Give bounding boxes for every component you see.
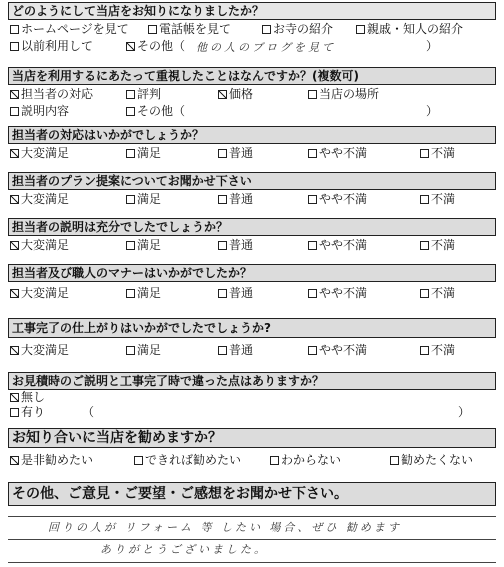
comment-line (8, 516, 496, 517)
q6-section (8, 264, 496, 300)
checkbox[interactable] (126, 195, 135, 204)
checkbox[interactable] (420, 195, 429, 204)
checkbox[interactable] (308, 149, 317, 158)
q6-option-neutral[interactable]: 普通 (218, 285, 253, 301)
q5-section (8, 218, 496, 254)
q2-row1 (8, 86, 496, 103)
q6-option-satisfied[interactable]: 満足 (126, 285, 161, 301)
q4-option-neutral[interactable]: 普通 (218, 191, 253, 207)
q3-section (8, 126, 496, 162)
checkbox[interactable] (308, 90, 317, 99)
checkbox[interactable] (218, 346, 227, 355)
q3-option-satisfied[interactable]: 満足 (126, 145, 161, 161)
checkbox-checked[interactable] (10, 346, 19, 355)
q10-title: その他、ご意見・ご要望・ご感想をお聞かせ下さい。 (8, 482, 496, 506)
q2-option-explanation[interactable]: 説明内容 (10, 103, 69, 119)
checkbox[interactable] (126, 346, 135, 355)
q7-section (8, 318, 496, 360)
q1-row2 (8, 38, 496, 55)
q5-title: 担当者の説明は充分でしたでしょうか？ (8, 218, 496, 236)
checkbox[interactable] (218, 241, 227, 250)
checkbox[interactable] (262, 25, 271, 34)
q3-option-neutral[interactable]: 普通 (218, 145, 253, 161)
checkbox[interactable] (356, 25, 365, 34)
checkbox[interactable] (218, 289, 227, 298)
q8-open-paren: （ (82, 405, 95, 419)
q2-option-location[interactable]: 当店の場所 (308, 86, 379, 102)
q10-section (8, 482, 496, 567)
q7-option-neutral[interactable]: 普通 (218, 342, 253, 358)
q1-title: どのようにして当店をお知りになりましたか？ (8, 2, 496, 20)
q9-section (8, 428, 496, 470)
q10-comment-line2[interactable]: ありがとうございました。 (100, 543, 268, 556)
q8-title: お見積時のご説明と工事完了時で違った点はありますか？ (8, 372, 496, 390)
q4-title: 担当者のプラン提案についてお聞かせ下さい (8, 172, 496, 190)
q7-option-dissatisfied[interactable]: 不満 (420, 342, 455, 358)
q7-option-very-satisfied[interactable]: 大変満足 (10, 342, 69, 358)
q8-option-none[interactable]: 無し (10, 389, 45, 405)
q3-option-very-satisfied[interactable]: 大変満足 (10, 145, 69, 161)
q5-option-satisfied[interactable]: 満足 (126, 237, 161, 253)
q5-option-very-satisfied[interactable]: 大変満足 (10, 237, 69, 253)
q9-option-if-possible[interactable]: できれば勧めたい (134, 452, 241, 468)
q6-title: 担当者及び職人のマナーはいかがでしたか？ (8, 264, 496, 282)
checkbox[interactable] (148, 25, 157, 34)
checkbox-checked[interactable] (126, 42, 135, 51)
q1-option-phonebook[interactable]: 電話帳を見て (148, 21, 231, 37)
checkbox[interactable] (126, 149, 135, 158)
q1-handwritten-answer: 他の人のブログを見て (196, 41, 336, 54)
q9-title: お知り合いに当店を勧めますか？ (8, 428, 496, 448)
q8-row-yes (8, 404, 496, 421)
q4-option-satisfied[interactable]: 満足 (126, 191, 161, 207)
q1-section (8, 2, 496, 54)
q10-comment-line1[interactable]: 回りの人が リフォーム 等 したい 場合、ぜひ 勧めます (48, 521, 402, 534)
q9-option-not-sure[interactable]: わからない (270, 452, 341, 468)
q4-option-dissatisfied[interactable]: 不満 (420, 191, 455, 207)
checkbox-checked[interactable] (10, 456, 19, 465)
checkbox[interactable] (10, 42, 19, 51)
q2-option-staff[interactable]: 担当者の対応 (10, 86, 93, 102)
q2-title: 当店を利用するにあたって重視したことはなんですか？(複数可) (8, 67, 496, 85)
q5-options (8, 237, 496, 254)
q1-option-temple[interactable]: お寺の紹介 (262, 21, 333, 37)
q1-option-homepage[interactable]: ホームページを見て (10, 21, 129, 37)
q5-option-slightly-dissatisfied[interactable]: やや不満 (308, 237, 367, 253)
q2-row2 (8, 103, 496, 120)
checkbox[interactable] (420, 346, 429, 355)
checkbox-checked[interactable] (10, 241, 19, 250)
checkbox[interactable] (218, 195, 227, 204)
q6-options (8, 285, 496, 302)
q6-option-dissatisfied[interactable]: 不満 (420, 285, 455, 301)
q8-option-yes[interactable]: 有り (10, 404, 45, 420)
checkbox[interactable] (270, 456, 279, 465)
checkbox[interactable] (126, 289, 135, 298)
q8-section (8, 372, 496, 420)
q5-option-neutral[interactable]: 普通 (218, 237, 253, 253)
q2-option-reputation[interactable]: 評判 (126, 86, 161, 102)
checkbox[interactable] (126, 241, 135, 250)
q3-option-slightly-dissatisfied[interactable]: やや不満 (308, 145, 367, 161)
checkbox-checked[interactable] (10, 393, 19, 402)
q1-option-relatives[interactable]: 親戚・知人の紹介 (356, 21, 463, 37)
checkbox[interactable] (420, 149, 429, 158)
comment-line (8, 562, 496, 563)
q1-close-paren: ） (426, 39, 439, 53)
q4-option-slightly-dissatisfied[interactable]: やや不満 (308, 191, 367, 207)
checkbox[interactable] (308, 195, 317, 204)
comment-line (8, 539, 496, 540)
checkbox-checked[interactable] (10, 195, 19, 204)
q1-row1 (8, 21, 496, 38)
checkbox-checked[interactable] (218, 90, 227, 99)
checkbox[interactable] (420, 289, 429, 298)
q6-option-slightly-dissatisfied[interactable]: やや不満 (308, 285, 367, 301)
checkbox-checked[interactable] (10, 90, 19, 99)
checkbox-checked[interactable] (10, 149, 19, 158)
checkbox[interactable] (134, 456, 143, 465)
q7-title: 工事完了の仕上がりはいかがでしたでしょうか? (8, 318, 496, 338)
checkbox[interactable] (390, 456, 399, 465)
q2-option-price[interactable]: 価格 (218, 86, 253, 102)
q9-option-would-not[interactable]: 勧めたくない (390, 452, 473, 468)
q7-option-slightly-dissatisfied[interactable]: やや不満 (308, 342, 367, 358)
checkbox[interactable] (10, 107, 19, 116)
q4-options (8, 191, 496, 208)
checkbox[interactable] (218, 149, 227, 158)
q3-options (8, 145, 496, 162)
checkbox[interactable] (126, 107, 135, 116)
q4-section (8, 172, 496, 208)
checkbox[interactable] (308, 241, 317, 250)
q5-option-dissatisfied[interactable]: 不満 (420, 237, 455, 253)
checkbox[interactable] (308, 346, 317, 355)
q4-option-very-satisfied[interactable]: 大変満足 (10, 191, 69, 207)
checkbox-checked[interactable] (10, 289, 19, 298)
q3-option-dissatisfied[interactable]: 不満 (420, 145, 455, 161)
q8-close-paren: ） (458, 405, 471, 419)
q2-option-other[interactable]: その他（ (126, 103, 185, 119)
q6-option-very-satisfied[interactable]: 大変満足 (10, 285, 69, 301)
q1-option-previous[interactable]: 以前利用して (10, 38, 93, 54)
q1-option-other[interactable]: その他（ (126, 38, 185, 54)
q7-options (8, 342, 496, 359)
checkbox[interactable] (10, 25, 19, 34)
q3-title: 担当者の対応はいかがでしょうか？ (8, 126, 496, 144)
q2-close-paren: ） (426, 104, 439, 118)
checkbox[interactable] (420, 241, 429, 250)
q2-section (8, 67, 496, 119)
q7-option-satisfied[interactable]: 満足 (126, 342, 161, 358)
checkbox[interactable] (308, 289, 317, 298)
q9-options (8, 452, 496, 469)
checkbox[interactable] (126, 90, 135, 99)
checkbox[interactable] (10, 408, 19, 417)
q9-option-definitely[interactable]: 是非勧めたい (10, 452, 93, 468)
